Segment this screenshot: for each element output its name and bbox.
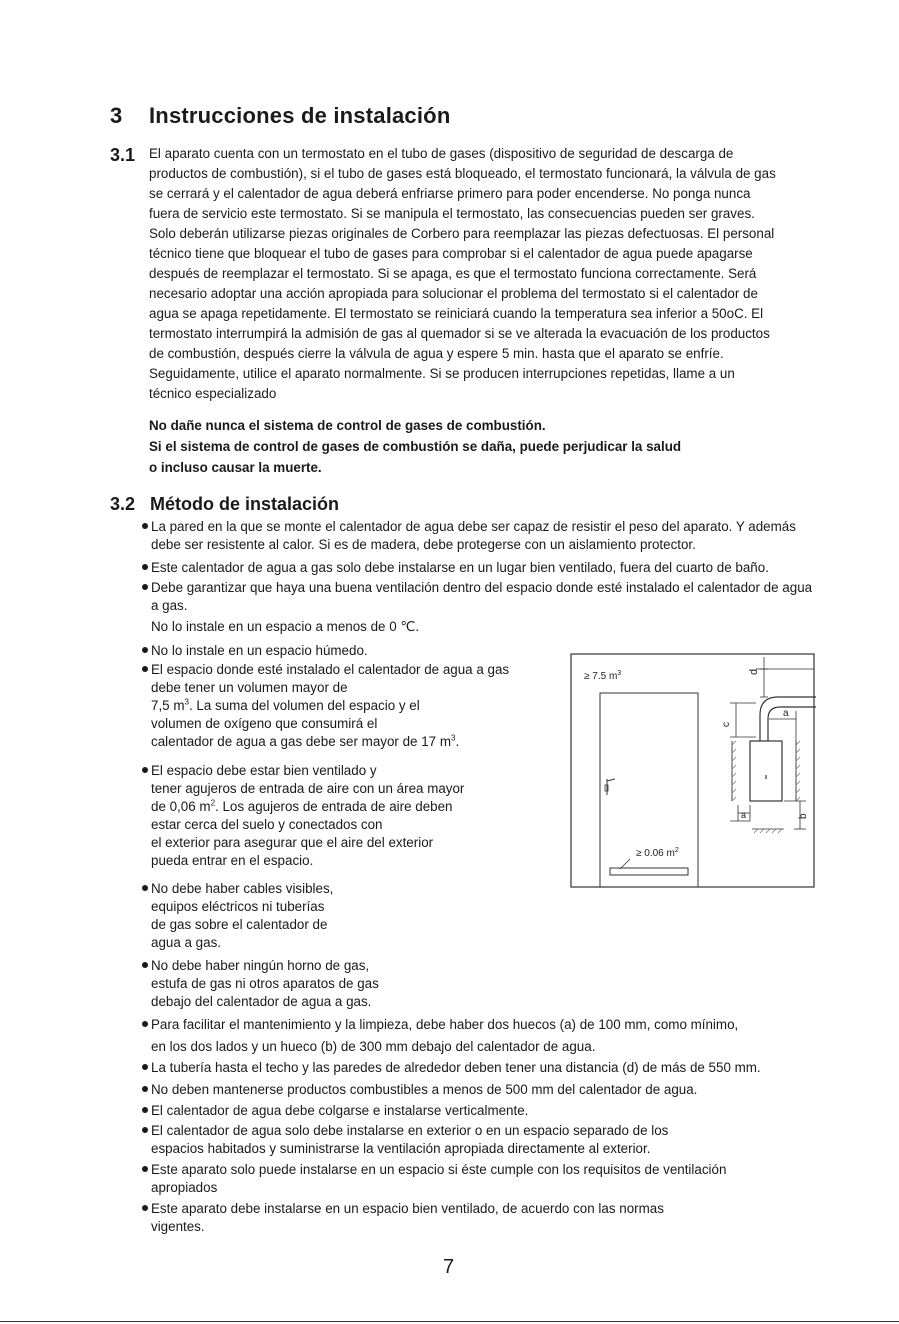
bullet-vertical-install: El calentador de agua debe colgarse e instalarse verticalmente.	[142, 1102, 528, 1120]
paragraph-line: Seguidamente, utilice el aparato normalmente. Si se producen interrupciones repetidas, llame a un	[149, 366, 735, 381]
section-3-title: Instrucciones de instalación	[149, 103, 451, 128]
label-c: c	[721, 722, 732, 727]
label-a-bottom: a	[741, 810, 747, 820]
bullet-ventilated-location: Este calentador de agua a gas solo debe instalarse en un lugar bien ventilado, fuera del cuarto de baño.	[142, 559, 769, 577]
bullet-no-cables: No debe haber cables visibles, equipos eléctricos ni tuberías de gas sobre el calentador de agua a gas.	[142, 880, 333, 952]
volume-label: ≥ 7.5 $m^3$	[584, 670, 622, 682]
bullet-good-ventilation: Debe garantizar que haya una buena ventilación dentro del espacio donde esté instalado el calentador de agua a gas. No lo instale en un espacio a menos de 0 ℃.	[142, 579, 812, 636]
paragraph-line: después de reemplazar el termostato. Si se apaga, es que el termostato funciona correctamente. Será	[149, 266, 757, 281]
section-3-2-title: Método de instalación	[150, 494, 340, 514]
bullet-dot	[142, 1021, 148, 1027]
bullet-dot	[142, 1107, 148, 1113]
bullet-no-gas-oven: No debe haber ningún horno de gas, estufa de gas ni otros aparatos de gas debajo del calentador de agua a gas.	[142, 957, 379, 1011]
bullet-dot	[142, 666, 148, 672]
section-3-2-number: 3.2	[110, 494, 136, 514]
bullet-pipe-distance: La tubería hasta el techo y las paredes de alrededor deben tener una distancia (d) de más de 550 mm.	[142, 1059, 761, 1077]
bullet-dot	[142, 962, 148, 968]
paragraph-line: agua se apaga repetidamente. El termostato se reiniciará cuando la temperatura sea inferior a 50oC. El	[149, 306, 764, 321]
bullet-regulations: Este aparato debe instalarse en un espacio bien ventilado, de acuerdo con las normas vigentes.	[142, 1200, 664, 1236]
vent-label: ≥ 0.06 $m^2$	[636, 847, 679, 859]
paragraph-line: se cerrará y el calentador de agua deberá enfriarse primero para poder encenderse. No ponga nunca	[149, 186, 751, 201]
door-handle-icon	[605, 779, 615, 795]
bullet-dot	[142, 1086, 148, 1092]
bullet-ventilation-requirements: Este aparato solo puede instalarse en un espacio si éste cumple con los requisitos de ventilación apropiados	[142, 1161, 726, 1197]
label-b: b	[798, 813, 809, 819]
water-heater	[750, 741, 782, 801]
bullet-wall-strength: La pared en la que se monte el calentador de agua debe ser capaz de resistir el peso del aparato. Y además debe ser resistente al calor. Si es de madera, debe protegerse con un aislamiento protector.	[142, 518, 796, 554]
page-number: 7	[443, 1256, 455, 1278]
bullet-maintenance-gaps: Para facilitar el mantenimiento y la limpieza, debe haber dos huecos (a) de 100 mm, como mínimo, en los dos lados y un hueco (b) de 300 mm debajo del calentador de agua.	[142, 1016, 738, 1056]
bullet-dot	[142, 523, 148, 529]
paragraph-line: Solo deberán utilizarse piezas originales de Corbero para reemplazar las piezas defectuosas. El personal	[149, 226, 775, 241]
paragraph-line: El aparato cuenta con un termostato en el tubo de gases (dispositivo de seguridad de descarga de	[149, 146, 734, 161]
section-3-number: 3	[110, 103, 123, 128]
paragraph-line: productos de combustión), si el tubo de gases está bloqueado, el termostato funcionará, la válvula de gas	[149, 166, 776, 181]
paragraph-line: fuera de servicio este termostato. Si se manipula el termostato, las consecuencias pueden ser graves.	[149, 206, 755, 221]
bullet-dot	[142, 885, 148, 891]
bullet-humid-space: No lo instale en un espacio húmedo.	[142, 642, 368, 660]
warning-line: o incluso causar la muerte.	[149, 460, 322, 475]
section-3-1-number: 3.1	[110, 145, 136, 165]
vent-grille	[610, 868, 688, 875]
bullet-dot	[142, 1127, 148, 1133]
paragraph-line: necesario adoptar una acción apropiada para solucionar el problema del termostato si el calentador de	[149, 286, 758, 301]
paragraph-line: de combustión, después cierre la válvula de agua y espere 5 min. hasta que el aparato se enfríe.	[149, 346, 724, 361]
bullet-combustibles: No deben mantenerse productos combustibles a menos de 500 mm del calentador de agua.	[142, 1081, 697, 1099]
section-3-1-paragraph	[149, 144, 776, 404]
bullet-dot	[142, 564, 148, 570]
warning-line: Si el sistema de control de gases de combustión se daña, puede perjudicar la salud	[149, 439, 682, 454]
bullet-separate-space: El calentador de agua solo debe instalarse en exterior o en un espacio separado de los espacios habitados y suministrarse la ventilación apropiada directamente al exterior.	[142, 1122, 668, 1158]
bullet-dot	[142, 647, 148, 653]
bullet-room-volume: El espacio donde esté instalado el calentador de agua a gas debe tener un volumen mayor de 7,5 $m^3$. La suma del volumen del espacio y el volumen de oxígeno que consumirá el calentador de agua a gas debe ser mayor de 17 $m^3$.	[142, 661, 509, 751]
paragraph-line: técnico tiene que bloquear el tubo de gases para comprobar si el calentador de agua puede apagarse	[149, 246, 753, 261]
bottom-rule	[0, 1321, 899, 1322]
bullet-dot	[142, 767, 148, 773]
paragraph-line: termostato interrumpirá la admisión de gas al quemador si se ve alterada la evacuación de los productos	[149, 326, 770, 341]
bullet-dot	[142, 1166, 148, 1172]
label-d: d	[748, 668, 760, 675]
installation-diagram	[570, 653, 816, 889]
bullet-dot	[142, 1205, 148, 1211]
paragraph-line: técnico especializado	[149, 386, 277, 401]
bullet-dot	[142, 584, 148, 590]
label-a-top: a	[783, 708, 789, 719]
bullet-dot	[142, 1064, 148, 1070]
warning-block	[149, 415, 681, 478]
warning-line: No dañe nunca el sistema de control de gases de combustión.	[149, 418, 546, 433]
bullet-air-holes: El espacio debe estar bien ventilado y tener agujeros de entrada de aire con un área mayor de 0,06 $m^2$. Los agujeros de entrada de aire deben estar cerca del suelo y conectados con el exterior para asegurar que el aire del exterior pueda entrar en el espacio.	[142, 762, 464, 870]
